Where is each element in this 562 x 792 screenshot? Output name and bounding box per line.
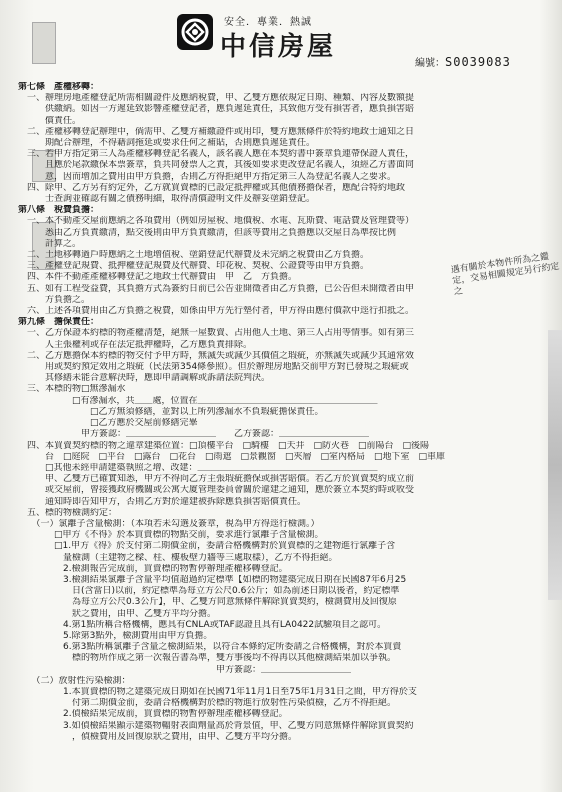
article-heading: 第八條 稅費負擔： (18, 205, 100, 216)
contract-line: 狀之費用，由甲、乙雙方平均分擔。 (18, 608, 217, 619)
contract-line: 期配合辦理，不得藉詞拖延或要求任何之補貼，否則應負遲延責任。 (18, 138, 316, 149)
article-heading: 第九條 擔保責任： (18, 317, 100, 328)
contract-line: □乙方應於交屋前修繕完畢 (18, 418, 198, 429)
contract-line: □有滲漏水，共＿＿處，位置在＿＿＿＿＿＿＿＿＿＿＿＿＿＿＿＿＿＿＿＿ (18, 395, 378, 406)
contract-line: 5.除第3點外，檢測費用由甲方負擔。 (18, 630, 213, 641)
contract-line: （二）放射性污染檢測： (18, 675, 131, 686)
contract-line: 四、本買賣契約標的物之違章建築位置：□頂樓平台 □騎樓 □天井 □防火巷 □前陽台 □後陽 (18, 440, 430, 451)
contract-line: 6.第3點所稱氯離子含量之檢測結果，以符合本條約定所委請之合格機構，對於本買賣 (18, 642, 402, 653)
contract-line: 一、辦理房地產權登記所需相關證件及應納稅費，甲、乙雙方應依規定日期、種類、內容及數額提 (18, 93, 415, 104)
serial-value: S0039083 (445, 55, 511, 69)
article-heading: 第七條 產權移轉： (18, 82, 100, 92)
contract-line: 日(含當日)以前，約定標準為每立方公尺0.6公斤；如為前述日期以後者，約定標準 (18, 586, 400, 597)
margin-stamp (32, 22, 56, 64)
contract-line: （一）氯離子含量檢測：（本項若未勾選及簽章，視為甲方得逕行檢測。） (18, 518, 320, 529)
contract-line: 悉由乙方負責繳清，點交後則由甲方負責繳清，但該等費用之負擔應以交屋日為準按比例 (18, 227, 397, 238)
contract-line: □乙方無須修繕，並對以上所列滲漏水不負瑕疵擔保責任。 (18, 406, 324, 417)
brand-slogan: 安全．專業．熱誠 (224, 17, 312, 28)
contract-line: 甲方簽認：＿＿＿＿＿＿＿＿＿＿ (18, 664, 352, 675)
contract-line: 量檢測（主建物之樑、柱、樓板壁力牆等三處取樣），乙方不得拒絕。 (18, 552, 338, 563)
brand-logo (177, 14, 213, 50)
handwritten-note: 遇有關於本物件所為之鑑定，交易相關規定另行約定之 (450, 252, 561, 298)
contract-line: 人主張權利或存在法定抵押權時，乙方應負責排除。 (18, 339, 253, 350)
contract-line: 其修繕未能合意解決時，應即申請調解或訴請法院判決。 (18, 373, 271, 384)
contract-line: 甲、乙雙方已確實知悉，甲方不得向乙方主張瑕疵擔保或損害賠償。若乙方於買賣契約成立前 (18, 474, 415, 485)
contract-line: ，偵檢費用及回復原狀之費用，由甲、乙雙方平均分擔。 (18, 731, 298, 742)
contract-line: 三、產權登記規費、抵押權登記規費及代辦費、印花稅、契稅、公證費等由甲方負擔。 (18, 261, 370, 272)
contract-line: 四、本件不動產產權移轉登記之地政士代辦費由 甲 乙 方負擔。 (18, 272, 298, 283)
contract-line: 3.檢測結果氯離子含量平均值超過約定標準【如標的物建築完成日期在民國87年6月25 (18, 574, 407, 585)
contract-line: 2.偵檢結果完成前，買賣標的物暫停辦理產權移轉登記。 (18, 709, 288, 720)
contract-line: □1.甲方《得》於支付第二期價金前，委請合格機構對於買賣標的之建物進行氯離子含 (18, 541, 396, 552)
contract-line: 付第二期價金前，委請合格機構對於標的物進行放射性污染偵檢，乙方不得拒絕。 (18, 698, 397, 709)
contract-line: 用或契約預定效用之瑕疵（民法第354條參照）。但於辦理房地點交前甲方對已發現之瑕疵或 (18, 362, 409, 373)
contract-line: 二、乙方應擔保本約標的物交付予甲方時，無滅失或減少其價值之瑕疵，亦無滅失或減少其通常效 (18, 350, 415, 361)
contract-line: 3.如偵檢結果顯示建築物輻射表面劑量高於背景值，甲、乙雙方同意無條件解除買賣契約 (18, 720, 414, 731)
contract-line: 或交屋前，曾接獲政府機關或公寓大廈管理委員會關於違建之通知，應於簽立本契約時或收受 (18, 485, 415, 496)
contract-line: □其他未經申請建築執照之增、改建：＿＿＿＿＿＿＿＿＿＿＿＿＿＿＿＿＿＿＿＿ (18, 462, 378, 473)
contract-line: 且應於尾款繳保本票簽章，負共同發票人之責，其後如要求更改登記名義人，須經乙方書面同 (18, 160, 415, 171)
page-edge-shadow (548, 330, 562, 600)
contract-line: 方負擔之。 (18, 294, 91, 305)
contract-line: 1.本買賣標的物之建築完成日期如在民國71年11月1日至75年1月31日之間，甲方得於支 (18, 686, 417, 697)
serial-number (415, 54, 511, 69)
contract-line: 三、本標的物□無滲漏水 (18, 384, 126, 395)
contract-line: 4.第1點所稱合格機構，應具有CNLA或TAF認證且具有LA0422試驗項目之認可。 (18, 619, 387, 630)
contract-line: 標的物所作成之第一次報告書為準，雙方事後均不得再以其他檢測結果加以爭執。 (18, 653, 397, 664)
contract-line: 償責任。 (18, 115, 82, 126)
contract-line: 士查詢並確認有關之債務明細，取得清償證明文件及辦妥塗銷登記。 (18, 194, 316, 205)
contract-line: 四、除甲、乙方另有約定外，乙方就買賣標的已設定抵押權或其他債務擔保者，應配合特約地政 (18, 182, 406, 193)
contract-line: 五、如有工程受益費，其負擔方式為簽約日前已公告並開徵者由乙方負擔，已公告但未開徵者由甲 (18, 283, 415, 294)
contract-line: 意，因而增加之費用由甲方負擔，否則乙方得拒絕甲方指定第三人為登記名義人之要求。 (18, 171, 397, 182)
contract-line: 一、乙方保證本約標的物產權清楚，絕無一屋數賣、占用他人土地、第三人占用等情事。如有第三 (18, 328, 415, 339)
contract-line: 五、標的物檢測約定： (18, 507, 118, 518)
contract-line: 二、土地移轉過戶時應納之土地增值稅、塗銷登記代辦費及未完納之稅費由乙方負擔。 (18, 250, 370, 261)
letterhead (0, 0, 562, 80)
contract-line: 為每立方公尺0.3公斤】，甲、乙雙方同意無條件解除買賣契約，檢測費用及回復原 (18, 597, 397, 608)
contract-line: 台 □庭院 □平台 □露台 □花台 □雨遮 □景觀窗 □夾層 □室內格局 □地下室 □車庫 (18, 451, 446, 462)
contract-line: 三、若甲方指定第三人為產權移轉登記名義人，該名義人應在本契約書中簽章負連帶保證人責任， (18, 149, 415, 160)
contract-line: □甲方《不得》於本買賣標的物點交前，要求進行氯離子含量檢測。 (18, 530, 324, 541)
contract-line: 六、上述各項費用由乙方負擔之稅費，如係由甲方先行墊付者，甲方得由應付價款中逕行扣抵之。 (18, 306, 415, 317)
contract-line: 二、產權移轉登記辦理中，倘需甲、乙雙方補繳證件或用印，雙方應無條件於特約地政士通知之日 (18, 126, 415, 137)
contract-line: 2.檢測報告完成前，買賣標的物暫停辦理產權移轉登記。 (18, 563, 288, 574)
contract-line: 一、本不動產交屋前應納之各項費用（例如房屋稅、地價稅、水電、瓦斯費、電話費及管理費等） (18, 216, 415, 227)
brand-name: 中信房屋 (220, 32, 337, 62)
contract-line: 計算之。 (18, 238, 82, 249)
contract-body (18, 82, 538, 743)
contract-line: 供繳納。如因一方遲延致影響產權登記者，應負遲延責任，其致他方受有損害者，應負損害賠 (18, 104, 415, 115)
serial-label: 編號： (415, 58, 445, 69)
contract-line: 甲方簽認：＿＿＿＿＿＿＿＿＿＿ 乙方簽認：＿＿＿＿＿＿＿＿＿＿ (18, 429, 370, 440)
contract-line: 通知時即告知甲方，否則乙方對於違建被拆除應負損害賠償責任。 (18, 496, 307, 507)
